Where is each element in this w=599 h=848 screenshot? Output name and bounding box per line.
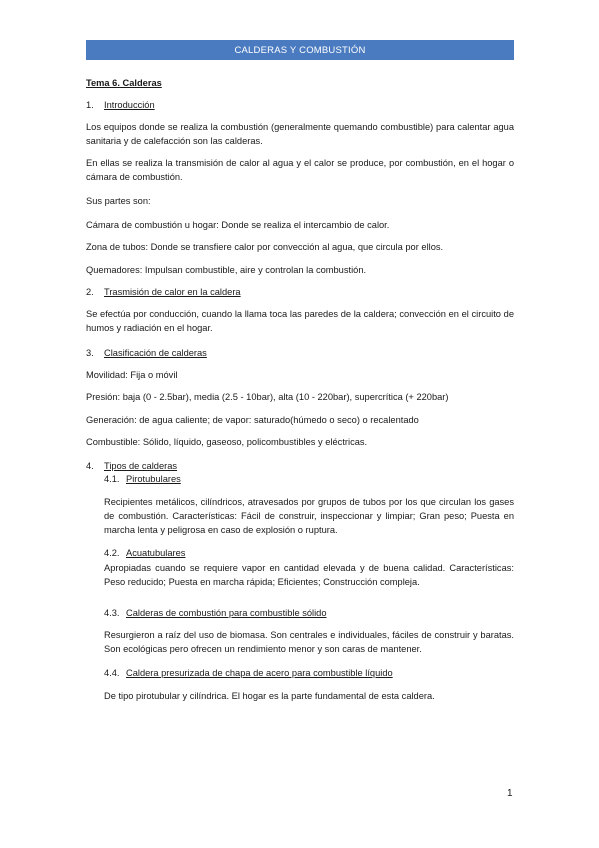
subsection-number: 4.1.: [104, 474, 120, 484]
paragraph: En ellas se realiza la transmisión de calor al agua y el calor se produce, por combustión, en el hogar o cámara de combustión.: [86, 158, 514, 182]
subsection-number: 4.3.: [104, 608, 120, 618]
section-number: 2.: [86, 287, 94, 297]
subsection-title: Pirotubulares: [126, 474, 181, 484]
subsection-heading: [104, 472, 181, 486]
section-3-heading: [86, 346, 207, 360]
subsection-title: Caldera presurizada de chapa de acero para combustible líquido: [126, 668, 393, 678]
paragraph: Recipientes metálicos, cilíndricos, atravesados por grupos de tubos por los que circulan los gases de combustión. Características: Fácil de construir, inspeccionar y limpiar; Gran peso; Puesta en marcha lenta y peligrosa en caso de explosión o ruptura.: [104, 497, 514, 535]
paragraph: Apropiadas cuando se requiere vapor en cantidad elevada y de buena calidad. Características: Peso reducido; Puesta en marcha rápida; Eficientes; Construcción compleja.: [104, 563, 514, 587]
list-item: Generación: de agua caliente; de vapor: saturado(húmedo o seco) o recalentado: [86, 415, 419, 425]
section-title: Introducción: [104, 100, 155, 110]
list-item: Quemadores: Impulsan combustible, aire y controlan la combustión.: [86, 265, 367, 275]
section-title: Tipos de calderas: [104, 461, 178, 471]
header-title: CALDERAS Y COMBUSTIÓN: [234, 44, 366, 56]
section-number: 1.: [86, 100, 94, 110]
header-bar: [86, 40, 514, 60]
list-item: Movilidad: Fija o móvil: [86, 370, 178, 380]
subsection-heading: [104, 546, 185, 560]
subsection-title: Acuatubulares: [126, 548, 186, 558]
subsection-heading: [104, 666, 393, 680]
list-item: Cámara de combustión u hogar: Donde se realiza el intercambio de calor.: [86, 220, 390, 230]
subsection-heading: [104, 606, 327, 620]
subsection-number: 4.4.: [104, 668, 120, 678]
section-title: Clasificación de calderas: [104, 348, 207, 358]
subsection-number: 4.2.: [104, 548, 120, 558]
paragraph: Sus partes son:: [86, 196, 151, 206]
paragraph: Los equipos donde se realiza la combustión (generalmente quemando combustible) para calentar agua sanitaria y de calefacción son las calderas.: [86, 122, 514, 146]
list-item: Presión: baja (0 - 2.5bar), media (2.5 - 10bar), alta (10 - 220bar), supercrítica (+ 220bar): [86, 392, 449, 402]
section-number: 4.: [86, 461, 94, 471]
paragraph: De tipo pirotubular y cilíndrica. El hogar es la parte fundamental de esta caldera.: [104, 691, 435, 701]
list-item: Combustible: Sólido, líquido, gaseoso, policombustibles y eléctricas.: [86, 437, 368, 447]
paragraph: Resurgieron a raíz del uso de biomasa. Son centrales e individuales, fáciles de construir y baratas. Son ecológicas pero ofrecen un rendimiento menor y son caras de mantener.: [104, 630, 514, 654]
section-2-heading: [86, 285, 241, 299]
section-number: 3.: [86, 348, 94, 358]
section-title: Trasmisión de calor en la caldera: [104, 287, 241, 297]
paragraph: Se efectúa por conducción, cuando la llama toca las paredes de la caldera; convección en el circuito de humos y radiación en el hogar.: [86, 309, 514, 333]
page-number: 1: [507, 788, 513, 799]
section-tema-title: Tema 6. Calderas: [86, 78, 162, 88]
section-4-heading: [86, 459, 177, 473]
subsection-title: Calderas de combustión para combustible sólido: [126, 608, 327, 618]
section-1-heading: [86, 98, 155, 112]
list-item: Zona de tubos: Donde se transfiere calor por convección al agua, que circula por ellos.: [86, 242, 444, 252]
